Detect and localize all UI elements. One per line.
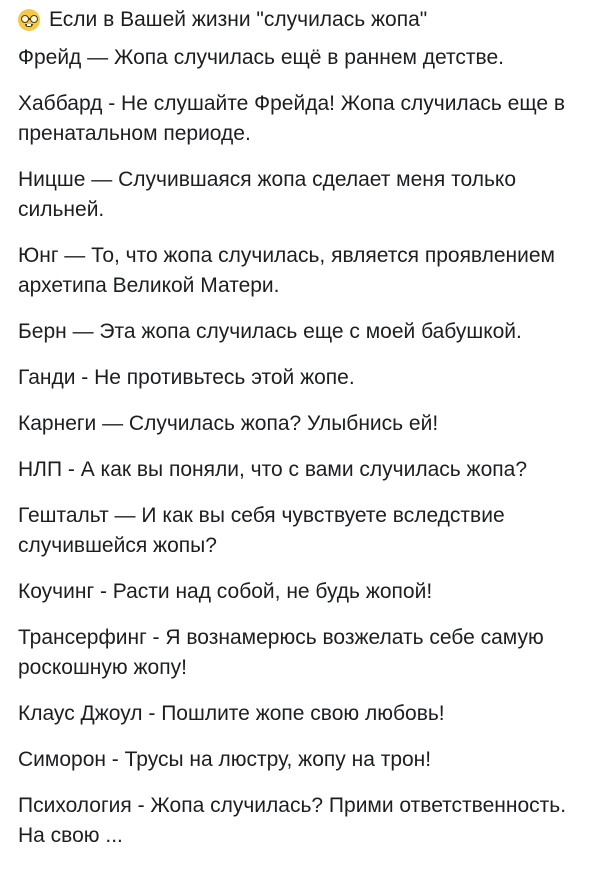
- post-title: Если в Вашей жизни "случилась жопа": [49, 8, 428, 31]
- nerd-face-icon: [18, 9, 40, 31]
- line-berne: Берн — Эта жопа случилась еще с моей бабушкой.: [18, 320, 522, 343]
- line-freud: Фрейд — Жопа случилась ещё в раннем детстве.: [18, 46, 504, 69]
- line-nietzsche: Ницше — Случившаяся жопа сделает меня только сильней.: [18, 168, 517, 221]
- line-nlp: НЛП - А как вы поняли, что с вами случилась жопа?: [18, 458, 528, 481]
- line-gestalt: Гештальт — И как вы себя чувствуете вследствие случившейся жопы?: [18, 504, 505, 557]
- line-simoron: Симорон - Трусы на люстру, жопу на трон!: [18, 748, 432, 771]
- line-psychology: Психология - Жопа случилась? Прими ответственность. На свою ...: [18, 794, 567, 847]
- line-gandhi: Ганди - Не противьтесь этой жопе.: [18, 366, 355, 389]
- line-transurfing: Трансерфинг - Я вознамерюсь возжелать себе самую роскошную жопу!: [18, 626, 544, 679]
- post-title-row: [18, 3, 590, 37]
- post-text: [18, 0, 590, 867]
- line-hubbard: Хаббард - Не слушайте Фрейда! Жопа случилась еще в пренатальном периоде.: [18, 92, 566, 145]
- line-jung: Юнг — То, что жопа случилась, является проявлением архетипа Великой Матери.: [18, 244, 555, 297]
- line-coaching: Коучинг - Расти над собой, не будь жопой!: [18, 580, 433, 603]
- line-carnegie: Карнеги — Случилась жопа? Улыбнись ей!: [18, 412, 439, 435]
- post-lines: [18, 43, 590, 851]
- line-klaus-joule: Клаус Джоул - Пошлите жопе свою любовь!: [18, 702, 445, 725]
